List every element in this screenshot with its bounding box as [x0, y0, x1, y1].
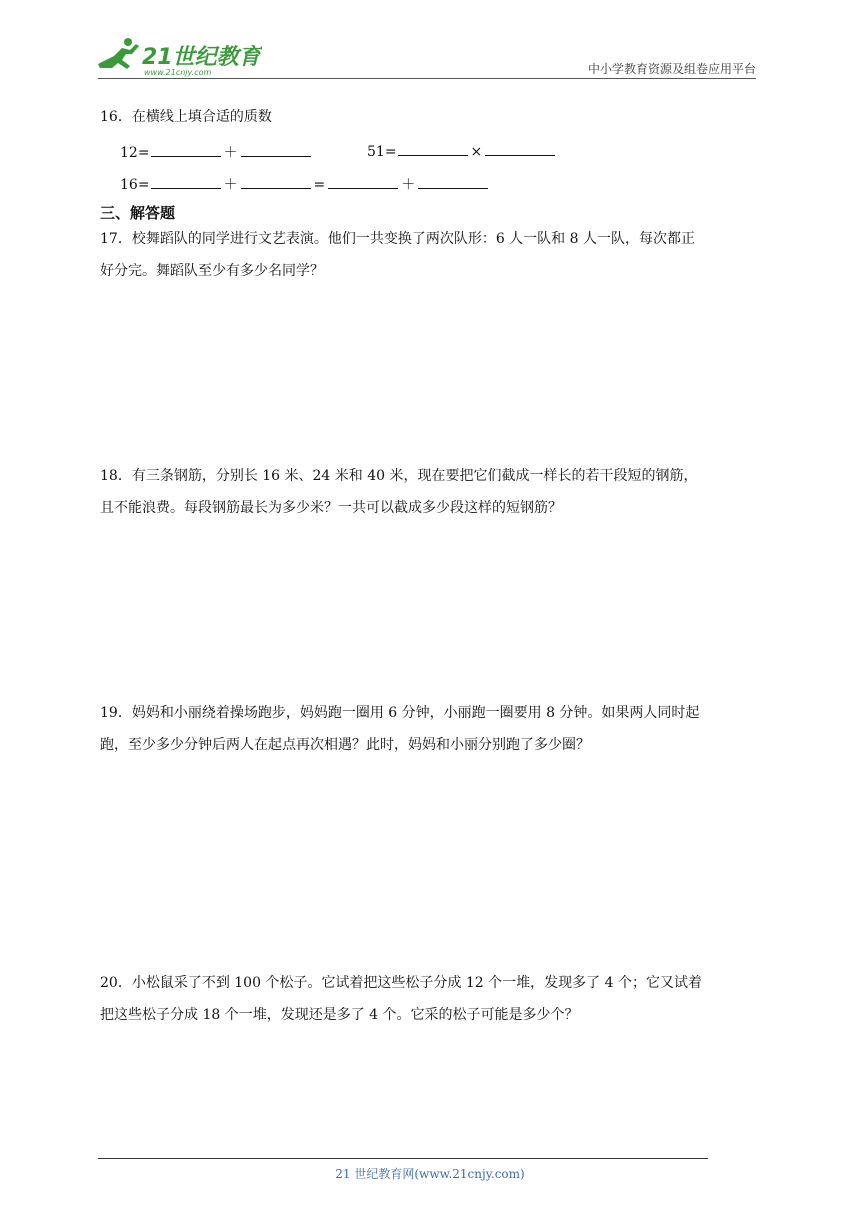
question-line: 把这些松子分成 18 个一堆，发现还是多了 4 个。它采的松子可能是多少个？: [100, 1007, 579, 1023]
q16-row2-label: 16=: [120, 177, 150, 193]
question-19: [100, 697, 760, 761]
footer-link[interactable]: 21 世纪教育网(www.21cnjy.com): [335, 1167, 525, 1181]
question-20: [100, 967, 760, 1031]
plus-sign: ＋: [223, 145, 238, 161]
answer-blank[interactable]: [398, 142, 468, 156]
answer-blank[interactable]: [418, 175, 488, 189]
question-line: 17．校舞蹈队的同学进行文艺表演。他们一共变换了两次队形：6 人一队和 8 人一队，每次都正: [100, 231, 695, 247]
footer-divider: [98, 1158, 708, 1159]
logo: [92, 34, 262, 78]
answer-blank[interactable]: [241, 175, 311, 189]
equals-sign: =: [313, 177, 326, 193]
answer-blank[interactable]: [151, 143, 221, 157]
section-heading: 三、解答题: [100, 204, 176, 222]
question-18: [100, 460, 760, 524]
logo-text: 21世纪教育: [142, 45, 261, 70]
plus-sign: ＋: [401, 177, 416, 193]
question-line: 好分完。舞蹈队至少有多少名同学？: [100, 263, 324, 279]
question-17: [100, 223, 760, 287]
answer-blank[interactable]: [241, 143, 311, 157]
question-line: 20．小松鼠采了不到 100 个松子。它试着把这些松子分成 12 个一堆，发现多了 4 个；它又试着: [100, 975, 702, 991]
q16-row2: [120, 174, 489, 194]
header-divider: [98, 78, 756, 79]
question-line: 18．有三条钢筋，分别长 16 米、24 米和 40 米，现在要把它们截成一样长的若干段短的钢筋，: [100, 468, 698, 484]
plus-sign: ＋: [223, 177, 238, 193]
logo-url: www.21cnjy.com: [144, 68, 212, 77]
answer-blank[interactable]: [328, 175, 398, 189]
question-line: 且不能浪费。每段钢筋最长为多少米？一共可以截成多少段这样的短钢筋？: [100, 500, 562, 516]
question-line: 跑，至少多少分钟后两人在起点再次相遇？此时，妈妈和小丽分别跑了多少圈？: [100, 737, 590, 753]
q16-row1-right: [367, 142, 556, 160]
q16-row1-label: 12=: [120, 145, 150, 161]
q16-row1-left: [120, 142, 312, 162]
q16-row1b-label: 51=: [367, 144, 397, 160]
header-tagline: 中小学教育资源及组卷应用平台: [587, 62, 756, 76]
answer-blank[interactable]: [151, 175, 221, 189]
answer-blank[interactable]: [485, 142, 555, 156]
times-sign: ×: [470, 144, 483, 160]
question-line: 19．妈妈和小丽绕着操场跑步，妈妈跑一圈用 6 分钟，小丽跑一圈要用 8 分钟。如果两人同时起: [100, 705, 700, 721]
q16-title: 16．在横线上填合适的质数: [100, 109, 272, 125]
runner-logo-icon: [98, 38, 139, 69]
